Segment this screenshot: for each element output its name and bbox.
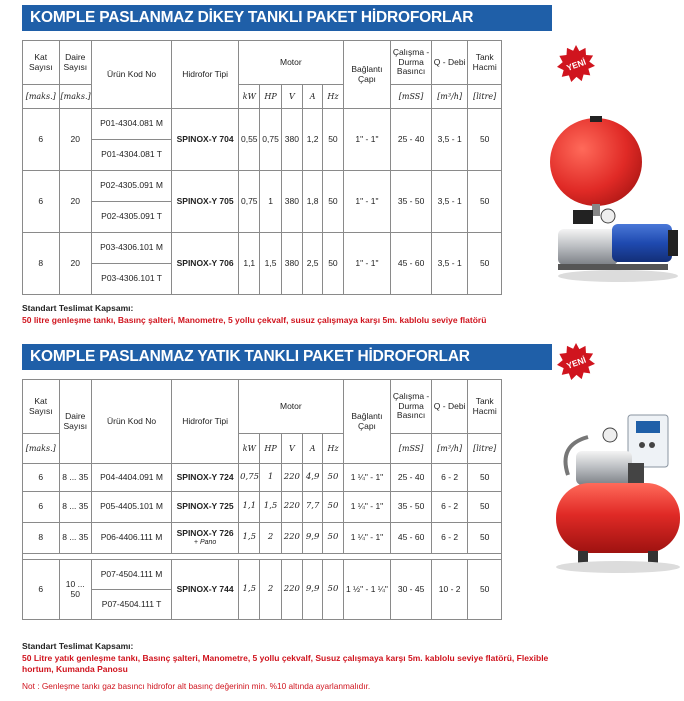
unit-a: A <box>303 85 323 109</box>
header-calisma: Çalışma - Durma Basıncı <box>391 380 432 434</box>
unit-v: V <box>281 85 302 109</box>
cell-daire: 8 ... 35 <box>59 523 91 554</box>
cell-a: 7,7 <box>303 492 323 523</box>
cell-calisma: 25 - 40 <box>391 464 432 492</box>
cell-hz: 50 <box>323 523 343 554</box>
cell-model: SPINOX-Y 705 <box>172 171 239 233</box>
unit-hz: Hz <box>323 85 343 109</box>
cell-baglanti: 1 ½" - 1 ¼" <box>343 560 391 620</box>
header-qdebi: Q - Debi <box>431 380 468 434</box>
cell-model: SPINOX-Y 744 <box>172 560 239 620</box>
header-urun: Ürün Kod No <box>91 380 171 464</box>
table-row <box>23 464 502 492</box>
section-title-horizontal: KOMPLE PASLANMAZ YATIK TANKLI PAKET HİDROFORLAR <box>22 344 552 370</box>
cell-hz: 50 <box>323 492 343 523</box>
header-motor: Motor <box>239 380 344 434</box>
cell-code: P01-4304.081 M <box>91 109 171 140</box>
cell-baglanti: 1" - 1" <box>343 171 391 233</box>
cell-kat: 6 <box>23 171 60 233</box>
unit-hp: HP <box>260 434 281 464</box>
cell-hp: 1,5 <box>260 492 281 523</box>
cell-kat: 6 <box>23 492 60 523</box>
table-row <box>23 492 502 523</box>
cell-tank: 50 <box>468 233 502 295</box>
cell-model: SPINOX-Y 724 <box>172 464 239 492</box>
cell-qdebi: 3,5 - 1 <box>431 233 468 295</box>
unit-kat: [maks.] <box>23 434 60 464</box>
cell-v: 220 <box>281 560 302 620</box>
cell-daire: 20 <box>59 109 91 171</box>
cell-hp: 1,5 <box>260 233 281 295</box>
header-qdebi: Q - Debi <box>431 41 468 85</box>
scope-title: Standart Teslimat Kapsamı: <box>22 641 134 651</box>
cell-a: 4,9 <box>303 464 323 492</box>
cell-v: 220 <box>281 464 302 492</box>
unit-hz: Hz <box>323 434 343 464</box>
horizontal-tank-hydrophore-image <box>548 405 684 585</box>
cell-code: P06-4406.111 M <box>91 523 171 554</box>
cell-qdebi: 6 - 2 <box>431 492 468 523</box>
cell-hp: 1 <box>260 171 281 233</box>
cell-kat: 8 <box>23 523 60 554</box>
cell-code: P01-4304.081 T <box>91 140 171 171</box>
cell-code: P03-4306.101 M <box>91 233 171 264</box>
cell-qdebi: 3,5 - 1 <box>431 109 468 171</box>
unit-qdebi: [m³/h] <box>431 85 468 109</box>
cell-calisma: 25 - 40 <box>391 109 432 171</box>
header-baglanti: Bağlantı Çapı <box>343 41 391 109</box>
header-daire: Daire Sayısı <box>59 380 91 464</box>
header-urun: Ürün Kod No <box>91 41 171 109</box>
vertical-tank-spec-table <box>22 40 502 295</box>
table-row <box>23 233 502 264</box>
new-badge <box>557 45 595 83</box>
cell-code: P04-4404.091 M <box>91 464 171 492</box>
cell-hp: 2 <box>260 523 281 554</box>
header-tank: Tank Hacmi <box>468 41 502 85</box>
cell-code: P02-4305.091 T <box>91 202 171 233</box>
cell-baglanti: 1 ¼" - 1" <box>343 464 391 492</box>
cell-a: 1,2 <box>303 109 323 171</box>
cell-hz: 50 <box>323 464 343 492</box>
cell-kw: 0,75 <box>239 464 260 492</box>
cell-calisma: 45 - 60 <box>391 233 432 295</box>
unit-kat: [maks.] <box>23 85 60 109</box>
unit-calisma: [mSS] <box>391 434 432 464</box>
header-daire: Daire Sayısı <box>59 41 91 85</box>
cell-calisma: 30 - 45 <box>391 560 432 620</box>
scope-text: 50 Litre yatık genleşme tankı, Basınç şalteri, Manometre, 5 yollu çekvalf, Susuz çalışmaya karşı 5m. kablolu seviye flatörü, Flexible hortum, Kumanda Panosu <box>22 653 549 674</box>
unit-hp: HP <box>260 85 281 109</box>
delivery-scope-horizontal <box>22 641 562 674</box>
cell-code: P03-4306.101 T <box>91 264 171 295</box>
cell-model: SPINOX-Y 725 <box>172 492 239 523</box>
cell-daire: 20 <box>59 233 91 295</box>
table-row <box>23 560 502 590</box>
cell-baglanti: 1 ¼" - 1" <box>343 492 391 523</box>
cell-baglanti: 1" - 1" <box>343 233 391 295</box>
unit-qdebi: [m³/h] <box>431 434 468 464</box>
cell-a: 9,9 <box>303 560 323 620</box>
cell-daire: 20 <box>59 171 91 233</box>
cell-daire: 8 ... 35 <box>59 492 91 523</box>
cell-model: SPINOX-Y 704 <box>172 109 239 171</box>
unit-kw: kW <box>239 434 260 464</box>
unit-v: V <box>281 434 302 464</box>
header-tip: Hidrofor Tipi <box>172 380 239 464</box>
cell-kw: 0,55 <box>239 109 260 171</box>
new-badge <box>557 343 595 381</box>
cell-kw: 1,5 <box>239 523 260 554</box>
cell-kw: 1,1 <box>239 233 260 295</box>
horizontal-tank-spec-table <box>22 379 502 620</box>
cell-v: 380 <box>281 109 302 171</box>
cell-tank: 50 <box>468 464 502 492</box>
cell-daire: 8 ... 35 <box>59 464 91 492</box>
header-motor: Motor <box>239 41 344 85</box>
unit-daire: [maks.] <box>59 85 91 109</box>
cell-hp: 2 <box>260 560 281 620</box>
unit-tank: [litre] <box>468 85 502 109</box>
cell-kw: 0,75 <box>239 171 260 233</box>
cell-v: 380 <box>281 233 302 295</box>
cell-kw: 1,1 <box>239 492 260 523</box>
header-tip: Hidrofor Tipi <box>172 41 239 109</box>
cell-v: 380 <box>281 171 302 233</box>
cell-tank: 50 <box>468 109 502 171</box>
cell-model <box>172 523 239 554</box>
vertical-tank-hydrophore-image <box>548 104 684 304</box>
cell-qdebi: 3,5 - 1 <box>431 171 468 233</box>
section-title-vertical: KOMPLE PASLANMAZ DİKEY TANKLI PAKET HİDROFORLAR <box>22 5 552 31</box>
cell-qdebi: 6 - 2 <box>431 523 468 554</box>
cell-tank: 50 <box>468 492 502 523</box>
cell-hz: 50 <box>323 560 343 620</box>
header-calisma: Çalışma - Durma Basıncı <box>391 41 432 85</box>
cell-daire: 10 ... 50 <box>59 560 91 620</box>
unit-calisma: [mSS] <box>391 85 432 109</box>
cell-a: 1,8 <box>303 171 323 233</box>
cell-kw: 1,5 <box>239 560 260 620</box>
cell-qdebi: 6 - 2 <box>431 464 468 492</box>
header-kat: Kat Sayısı <box>23 41 60 85</box>
table-row <box>23 109 502 140</box>
unit-kw: kW <box>239 85 260 109</box>
model-sub: + Pano <box>193 538 217 546</box>
cell-tank: 50 <box>468 171 502 233</box>
badge-label: YENİ <box>565 354 588 371</box>
cell-calisma: 35 - 50 <box>391 492 432 523</box>
model-name: SPINOX-Y 726 <box>176 528 234 539</box>
cell-hz: 50 <box>323 171 343 233</box>
cell-kat: 6 <box>23 560 60 620</box>
cell-v: 220 <box>281 523 302 554</box>
cell-code: P07-4504.111 M <box>91 560 171 590</box>
scope-title: Standart Teslimat Kapsamı: <box>22 303 134 313</box>
cell-hp: 0,75 <box>260 109 281 171</box>
delivery-scope-vertical <box>22 303 486 326</box>
cell-tank: 50 <box>468 523 502 554</box>
cell-code: P05-4405.101 M <box>91 492 171 523</box>
header-kat: Kat Sayısı <box>23 380 60 434</box>
badge-label: YENİ <box>565 56 588 73</box>
cell-a: 9,9 <box>303 523 323 554</box>
unit-a: A <box>303 434 323 464</box>
header-tank: Tank Hacmi <box>468 380 502 434</box>
cell-a: 2,5 <box>303 233 323 295</box>
cell-hz: 50 <box>323 109 343 171</box>
cell-model: SPINOX-Y 706 <box>172 233 239 295</box>
cell-code: P07-4504.111 T <box>91 590 171 620</box>
cell-baglanti: 1 ¼" - 1" <box>343 523 391 554</box>
cell-qdebi: 10 - 2 <box>431 560 468 620</box>
cell-code: P02-4305.091 M <box>91 171 171 202</box>
cell-hz: 50 <box>323 233 343 295</box>
cell-calisma: 35 - 50 <box>391 171 432 233</box>
unit-tank: [litre] <box>468 434 502 464</box>
cell-tank: 50 <box>468 560 502 620</box>
cell-kat: 6 <box>23 109 60 171</box>
cell-v: 220 <box>281 492 302 523</box>
table-row <box>23 523 502 554</box>
cell-hp: 1 <box>260 464 281 492</box>
scope-text: 50 litre genleşme tankı, Basınç şalteri, Manometre, 5 yollu çekvalf, susuz çalışmaya karşı 5m. kablolu seviye flatörü <box>22 315 487 325</box>
cell-baglanti: 1" - 1" <box>343 109 391 171</box>
header-baglanti: Bağlantı Çapı <box>343 380 391 464</box>
note-text: Not : Genleşme tankı gaz basıncı hidrofor alt basınç değerinin min. %10 altında ayarlanmalıdır. <box>22 681 371 691</box>
table-row <box>23 171 502 202</box>
cell-kat: 8 <box>23 233 60 295</box>
cell-calisma: 45 - 60 <box>391 523 432 554</box>
cell-kat: 6 <box>23 464 60 492</box>
